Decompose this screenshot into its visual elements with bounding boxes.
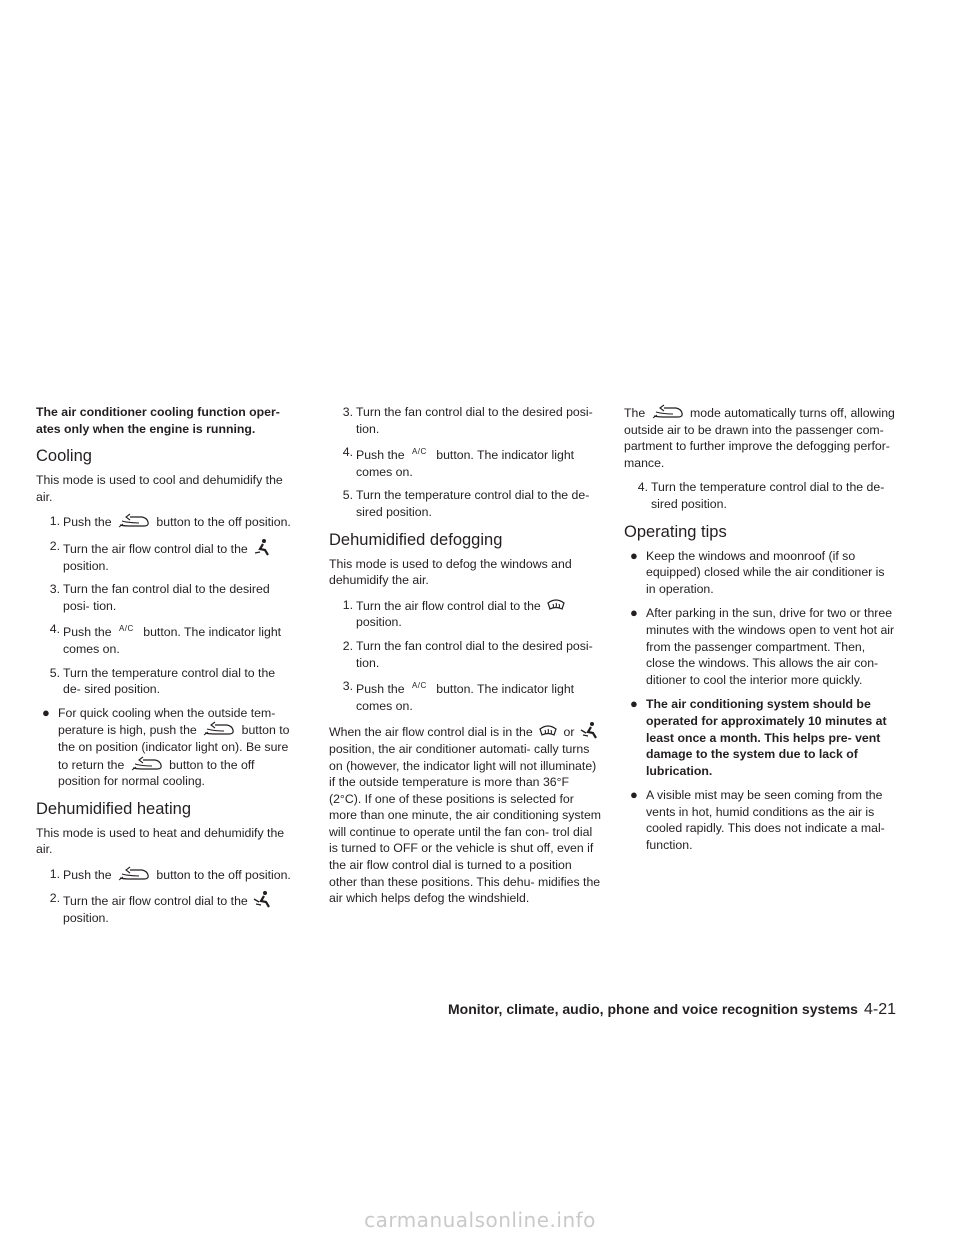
dehumidified-heating-heading: Dehumidified heating [36,799,192,818]
defogging-recirc-paragraph: The mode automatically turns off, allowing outside air to be drawn into the passenger com- partment to further improve the defogging perfor- mance. [624,406,895,470]
cooling-heading: Cooling [36,447,92,466]
ac-button-icon: A/C [118,624,134,634]
heating-step-4: 4. Push the $^{A/C}$ button. The indicator light comes on. [342,445,575,479]
cooling-intro: This mode is used to cool and dehumidify the air. [36,473,283,504]
watermark: carmanualsonline.info [364,1208,596,1232]
front-defroster-icon [538,723,558,739]
air-recirculation-icon [117,866,151,882]
air-recirculation-icon [651,404,685,420]
defogging-step-4: 4. Turn the temperature control dial to the de- sired position. [637,480,885,511]
bullet-icon: ● [42,704,50,720]
heating-step-3: 3. Turn the fan control dial to the desired posi- tion. [342,405,593,436]
foot-defrost-air-flow-icon [580,721,598,739]
cooling-step-4: 4. Push the $^{A/C}$ button. The indicator light comes on. [49,622,282,656]
column-1 [36,404,294,934]
bullet-icon: ● [630,696,638,712]
air-recirculation-icon [117,513,151,529]
bullet-icon: ● [630,787,638,803]
operating-tip-4: ● A visible mist may be seen coming from the vents in hot, humid conditions as the air is cooled rapidly. This does not indicate a mal- function. [630,787,885,853]
defogging-step-1: 1. Turn the air flow control dial to the position. [329,597,603,631]
bullet-icon: ● [630,605,638,621]
heating-step-2: 2. Turn the air flow control dial to the position. [36,890,294,926]
bullet-icon: ● [630,547,638,563]
column-3 [624,404,897,862]
foot-air-flow-icon [253,538,271,556]
air-recirculation-icon [202,721,236,737]
defogging-step-2: 2. Turn the fan control dial to the desired posi- tion. [342,638,593,670]
dehumidified-heating-intro: This mode is used to heat and dehumidify the air. [36,825,285,857]
ac-button-icon: A/C [411,681,427,691]
defogging-step-3: 3. Push the $^{A/C}$ button. The indicator light comes on. [342,679,575,713]
dehumidified-defogging-intro: This mode is used to defog the windows and dehumidify the air. [329,556,572,588]
column-2 [329,404,603,915]
operating-tips-heading: Operating tips [624,522,727,541]
defogging-auto-ac-paragraph: When the air flow control dial is in the or position, the air conditioner automati- cally turns on (however, the indicator light will not illuminate) if the outside temperature is more than 36°F (2°C). If one of these positions is selected for more than one minute, the air conditioning system will continue to operate until the fan con- trol dial is turned to OFF or the vehicle is shut off, even if the air flow control dial is turned to a position other than these positions. This dehu- midifies the air which helps defog the windshield. [329,721,603,907]
front-defroster-icon [546,597,566,613]
page-footer [448,1001,896,1019]
foot-defrost-air-flow-icon [253,890,271,908]
page-number: 4-21 [863,1001,896,1018]
intro-note: The air conditioner cooling function oper- ates only when the engine is running. [36,405,280,436]
operating-tip-1: ● Keep the windows and moonroof (if so equipped) closed while the air conditioner is in operation. [630,547,885,596]
operating-tip-2: ● After parking in the sun, drive for two or three minutes with the windows open to vent hot air from the passenger compartment. Then, close the windows. This allows the air con- ditioner to cool the interior more quickly. [630,605,895,687]
cooling-step-3: 3. Turn the fan control dial to the desired posi- tion. [49,582,270,613]
heating-step-1: 1. Push the button to the off position. [49,866,291,882]
footer-section-title: Monitor, climate, audio, phone and voice recognition systems [448,1001,858,1017]
operating-tip-3: ● The air conditioning system should be operated for approximately 10 minutes at least once a month. This helps pre- vent damage to the system due to lack of lubrication. [630,696,887,778]
ac-button-icon: A/C [411,447,427,457]
heating-step-5: 5. Turn the temperature control dial to the de- sired position. [342,488,590,519]
air-recirculation-icon [130,756,164,772]
dehumidified-defogging-heading: Dehumidified defogging [329,530,503,549]
cooling-step-5: 5. Turn the temperature control dial to the de- sired position. [49,665,276,697]
cooling-step-2: 2. Turn the air flow control dial to the position. [36,538,294,574]
cooling-tip: ● For quick cooling when the outside tem- perature is high, push the button to the on position (indicator light on). Be sure to return the button to the off position for normal cooling. [42,704,290,789]
cooling-step-1: 1. Push the button to the off position. [49,514,291,530]
